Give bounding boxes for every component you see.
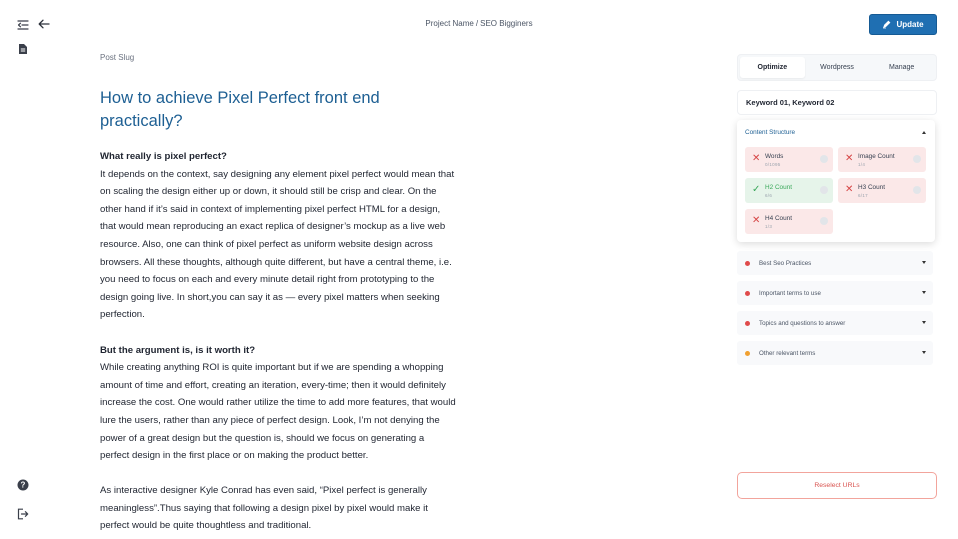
- section-label: Topics and questions to answer: [759, 319, 846, 327]
- metric-words: [745, 147, 833, 172]
- status-bullet: [745, 351, 750, 356]
- update-label: Update: [896, 20, 924, 29]
- status-bullet: [745, 261, 750, 266]
- caret-down-icon: [922, 261, 926, 264]
- section-important-terms[interactable]: [737, 281, 933, 305]
- status-dot: [820, 186, 828, 194]
- cross-icon: ✕: [752, 215, 761, 226]
- section-heading: What really is pixel perfect?: [100, 151, 227, 162]
- section-label: Other relevant terms: [759, 349, 816, 357]
- metric-count: 1/4: [858, 162, 866, 167]
- section-body: As interactive designer Kyle Conrad has even said, “Pixel perfect is generally meaningless”.Thus saying that following a design pixel by pixel would make it perfect would be quite thoughtless and traditional.: [100, 485, 428, 532]
- breadcrumb-project[interactable]: Project Name: [425, 19, 474, 28]
- caret-up-icon[interactable]: [922, 131, 926, 134]
- section-body: It depends on the context, say designing any element pixel perfect would mean that on scaling the design either up or down, it should still be crisp and clear. On the other hand if it’s said in context of implementing pixel perfect HTML for a design, that would mean reproducing an exact replica of designer’s mockup as a live web resource. Also, one can think of pixel perfect as uniform website design across browsers. All these thoughts, although quite different, but have a central theme, i.e. you need to focus on each and every minute detail right from prototyping to the design going live. In short,you can say it as — every pixel matters when seeking perfection.: [100, 168, 455, 321]
- status-bullet: [745, 321, 750, 326]
- article-section: [100, 342, 456, 465]
- metric-h2-count: [745, 178, 833, 203]
- metric-label: Image Count: [858, 153, 895, 160]
- status-dot: [913, 155, 921, 163]
- cross-icon: ✕: [845, 153, 854, 164]
- section-body: While creating anything ROI is quite important but if we are spending a whopping amount of time and effort, creating an iteration, every-time; then it would definitely increase the cost. One would rather utilize the time to add more features, that would lure the users, rather than any piece of perfect design. Look, I’m not denying the power of a great design but the question is, should we focus on generating a perfect design in the first place or on making the product better.: [100, 362, 456, 462]
- caret-down-icon: [922, 291, 926, 294]
- status-dot: [820, 217, 828, 225]
- metric-count: 0/1095: [765, 162, 781, 167]
- caret-down-icon: [922, 351, 926, 354]
- keywords-field[interactable]: Keyword 01, Keyword 02: [737, 90, 937, 115]
- content-structure-card: [737, 120, 935, 242]
- status-dot: [913, 186, 921, 194]
- section-topics-questions[interactable]: [737, 311, 933, 335]
- metric-label: H4 Count: [765, 215, 792, 222]
- metric-h3-count: [838, 178, 926, 203]
- panel-tabs: [737, 54, 937, 81]
- caret-down-icon: [922, 321, 926, 324]
- help-icon[interactable]: [14, 476, 32, 494]
- post-title[interactable]: How to achieve Pixel Perfect front end practically?: [100, 89, 380, 130]
- metric-label: Words: [765, 153, 784, 160]
- metric-count: 1/3: [765, 224, 773, 229]
- tab-optimize[interactable]: Optimize: [740, 57, 805, 78]
- metric-h4-count: [745, 209, 833, 234]
- article-section: [100, 148, 456, 324]
- section-label: Important terms to use: [759, 289, 821, 297]
- metric-label: H2 Count: [765, 184, 792, 191]
- tab-manage[interactable]: Manage: [889, 64, 915, 71]
- post-slug[interactable]: Post Slug: [100, 53, 135, 62]
- section-best-seo-practices[interactable]: [737, 251, 933, 275]
- tab-wordpress[interactable]: Wordpress: [820, 64, 854, 71]
- cross-icon: ✕: [845, 184, 854, 195]
- metric-image-count: [838, 147, 926, 172]
- cross-icon: ✕: [752, 153, 761, 164]
- reselect-urls-button[interactable]: Reselect URLs: [737, 472, 937, 499]
- section-other-relevant-terms[interactable]: [737, 341, 933, 365]
- section-label: Best Seo Practices: [759, 259, 812, 267]
- status-bullet: [745, 291, 750, 296]
- breadcrumb-current: SEO Bigginers: [480, 19, 533, 28]
- article-section: [100, 482, 456, 535]
- metric-label: H3 Count: [858, 184, 885, 191]
- svg-text:?: ?: [20, 480, 26, 490]
- left-rail: [0, 0, 46, 539]
- update-button[interactable]: [869, 14, 937, 35]
- section-heading: But the argument is, is it worth it?: [100, 344, 256, 356]
- status-dot: [820, 155, 828, 163]
- content-structure-title[interactable]: Content Structure: [745, 129, 796, 136]
- document-icon[interactable]: [14, 40, 32, 58]
- pen-icon: [882, 20, 891, 29]
- metric-count: 6/6: [765, 193, 773, 198]
- article-body[interactable]: [100, 148, 456, 539]
- breadcrumb-separator: /: [475, 19, 479, 28]
- check-icon: ✓: [752, 184, 761, 195]
- metric-count: 6/17: [858, 193, 868, 198]
- breadcrumb: [0, 19, 958, 28]
- logout-icon[interactable]: [14, 505, 32, 523]
